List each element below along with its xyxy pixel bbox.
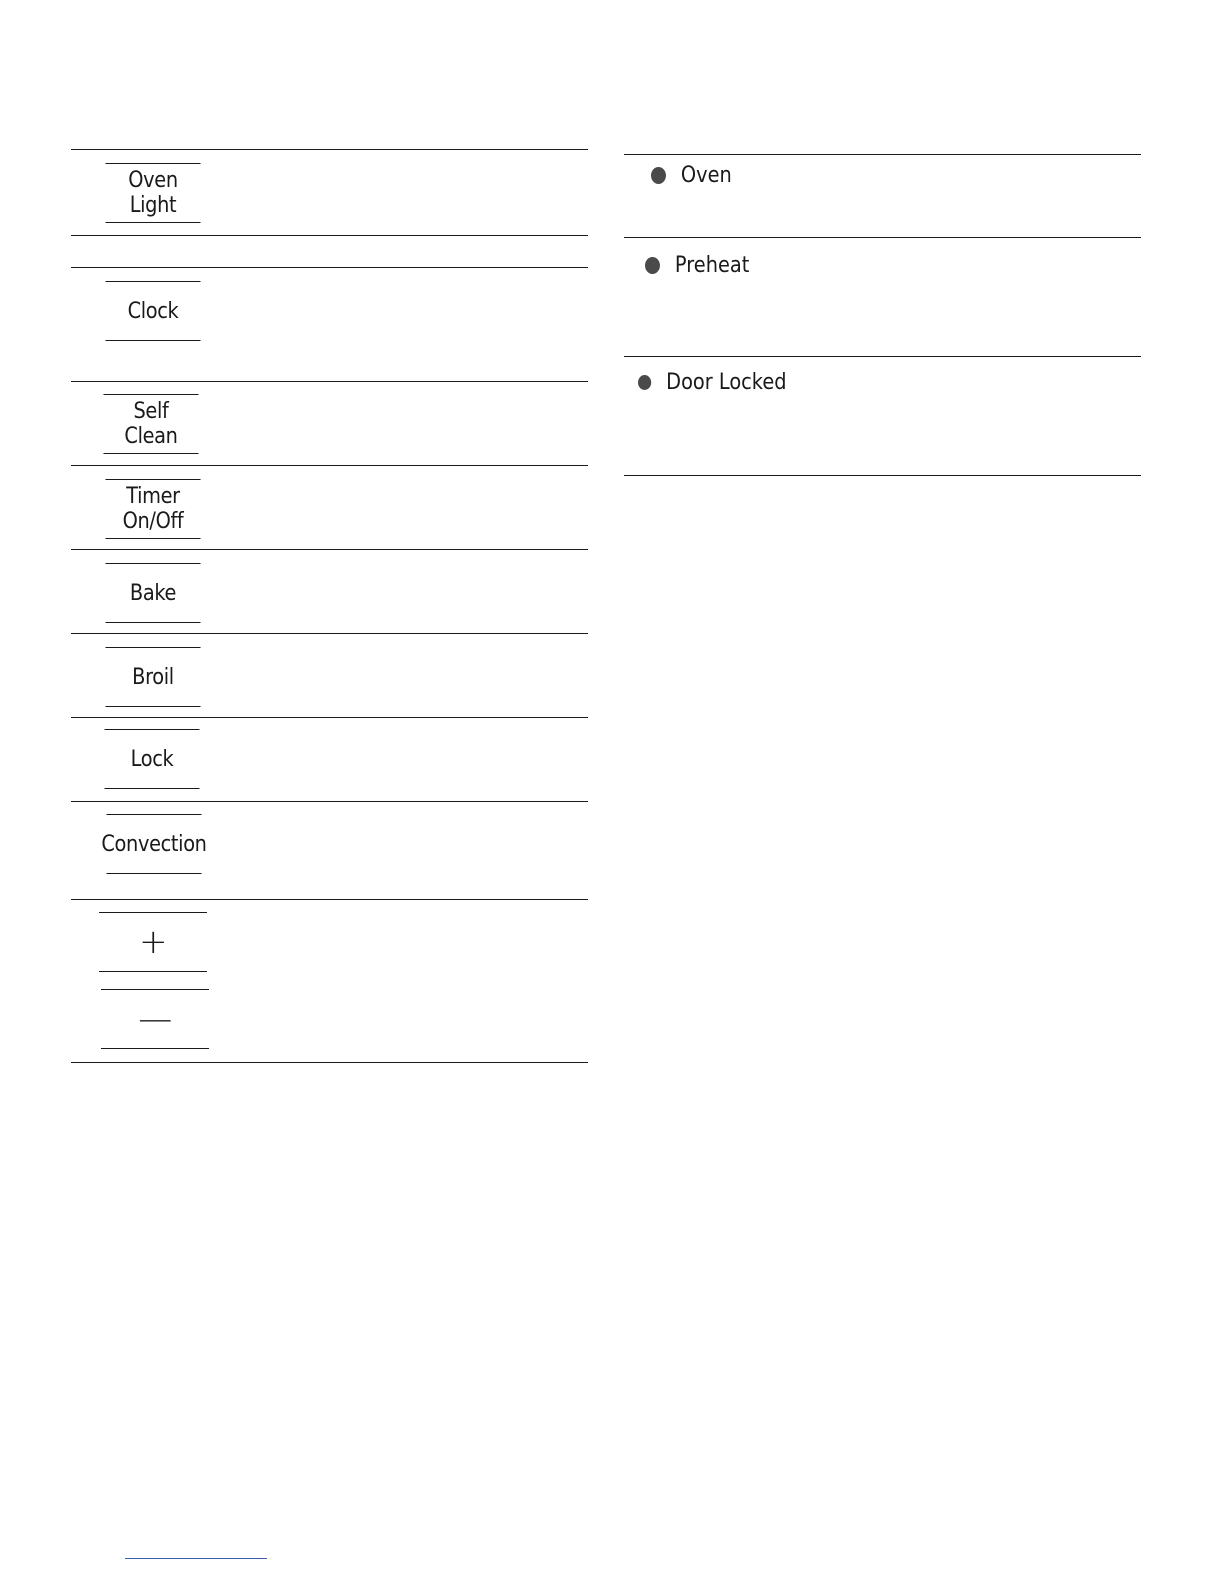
left-rule — [71, 381, 588, 382]
timer-on-off-key[interactable] — [105, 479, 200, 539]
left-rule — [71, 149, 588, 150]
right-rule — [624, 154, 1141, 155]
right-rule — [624, 237, 1141, 238]
left-rule — [71, 465, 588, 466]
lock-key[interactable] — [104, 729, 199, 789]
oven-indicator — [651, 161, 732, 189]
indicator-dot-icon — [651, 167, 666, 184]
lock-key-label: Lock — [130, 746, 174, 772]
plus-icon: + — [138, 921, 168, 962]
footer-link-underline[interactable] — [125, 1558, 267, 1559]
left-rule — [71, 899, 588, 900]
door-locked-indicator-label: Door Locked — [666, 369, 787, 395]
right-rule — [624, 356, 1141, 357]
left-rule — [71, 1062, 588, 1063]
timer-on-off-key-label: Timer On/Off — [122, 484, 184, 534]
self-clean-key[interactable] — [103, 394, 198, 454]
left-rule — [71, 717, 588, 718]
left-rule — [71, 267, 588, 268]
door-locked-indicator — [638, 368, 787, 396]
broil-key-label: Broil — [132, 664, 174, 690]
left-rule — [71, 801, 588, 802]
convection-key[interactable] — [101, 814, 207, 874]
broil-key[interactable] — [105, 647, 200, 707]
left-rule — [71, 549, 588, 550]
preheat-indicator-label: Preheat — [674, 252, 750, 278]
plus-key[interactable] — [99, 912, 207, 972]
clock-key[interactable] — [105, 281, 200, 341]
indicator-dot-icon — [638, 375, 651, 390]
preheat-indicator — [645, 251, 749, 279]
self-clean-key-label: Self Clean — [124, 399, 178, 449]
bake-key-label: Bake — [129, 580, 177, 606]
indicator-dot-icon — [645, 257, 660, 274]
minus-icon: — — [138, 998, 172, 1039]
oven-light-key-label: Oven Light — [128, 168, 178, 218]
oven-light-key[interactable] — [105, 163, 200, 223]
left-rule — [71, 235, 588, 236]
convection-key-label: Convection — [101, 831, 207, 857]
bake-key[interactable] — [105, 563, 200, 623]
left-rule — [71, 633, 588, 634]
oven-indicator-label: Oven — [680, 162, 732, 188]
clock-key-label: Clock — [127, 298, 179, 324]
right-rule — [624, 475, 1141, 476]
minus-key[interactable] — [101, 989, 209, 1049]
